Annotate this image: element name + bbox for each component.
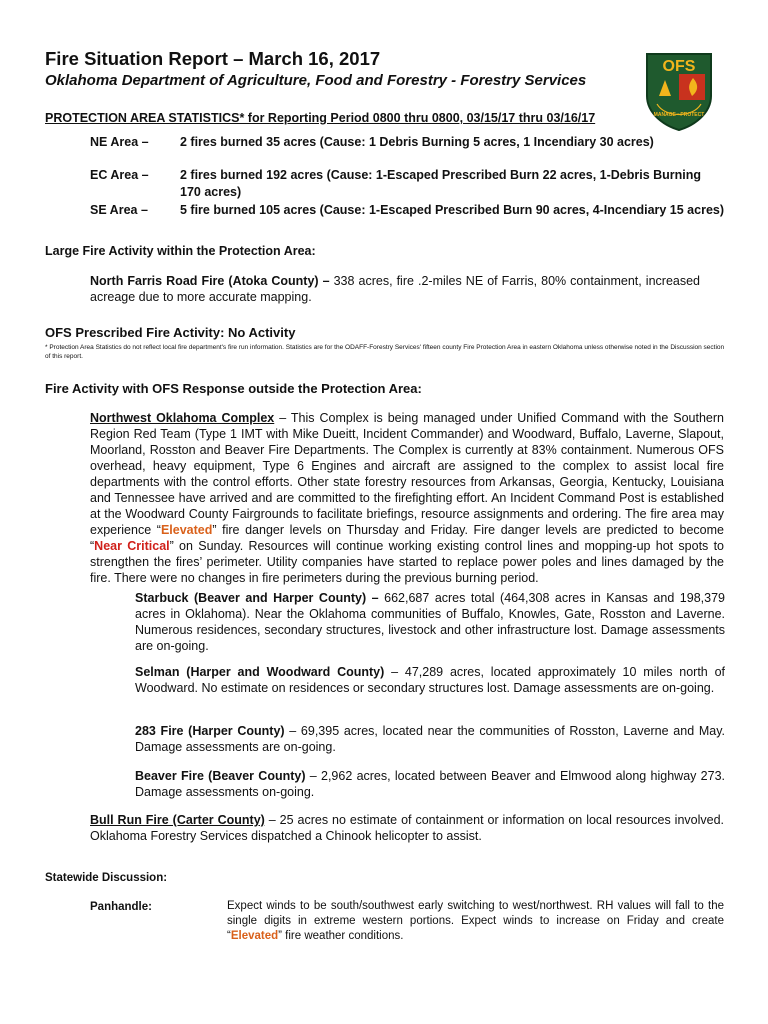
area-text: 5 fire burned 105 acres (Cause: 1-Escaped Prescribed Burn 90 acres, 4-Incendiary 15 acres) [180,203,725,217]
complex-text-3: ” on Sunday. Resources will continue working existing control lines and mopping-up hot spots to strengthen the fires’ perimeter. Utility companies have started to replace power poles and lines damaged by the fire. There were no changes in fire perimeters during the previous burning period. [90,539,724,585]
protection-stats-heading: PROTECTION AREA STATISTICS* for Reporting Period 0800 thru 0800, 03/15/17 thru 03/16/17 [45,111,596,125]
fire-name: Beaver Fire (Beaver County) [135,769,306,783]
complex-text-2: ” fire danger levels on Thursday and Friday. Fire danger levels are predicted to become “ [90,523,725,553]
fire-entry-283 [135,723,725,755]
area-text: 2 fires burned 192 acres (Cause: 1-Escaped Prescribed Burn 22 acres, 1-Debris Burning 170 acres) [180,168,702,199]
bull-run-name: Bull Run Fire (Carter County) [90,813,265,827]
fire-text: – 69,395 acres, located near the communities of Rosston, Laverne and May. Damage assessments are on-going. [135,724,726,754]
statewide-heading: Statewide Discussion: [45,872,168,884]
panhandle-text-2: ” fire weather conditions. [278,930,404,942]
fire-name: Starbuck (Beaver and Harper County) – [135,591,379,605]
area-name: EC Area – [90,168,149,182]
fire-name: Selman (Harper and Woodward County) [135,665,385,679]
panhandle-label: Panhandle: [90,901,152,913]
fire-entry-starbuck [135,590,725,654]
elevated-label: Elevated [160,523,213,537]
large-fire-entry [90,273,700,305]
prescribed-fire-heading: OFS Prescribed Fire Activity: No Activity [45,325,296,340]
fire-text: 338 acres, fire .2-miles NE of Farris, 80% containment, increased acreage due to more accurate mapping. [90,274,700,304]
bull-run-entry [90,812,724,844]
complex-paragraph [90,410,724,586]
area-name: NE Area – [90,135,149,149]
report-subtitle: Oklahoma Department of Agriculture, Food and Forestry - Forestry Services [45,72,587,89]
fire-name: 283 Fire (Harper County) [135,724,285,738]
complex-name: Northwest Oklahoma Complex [90,411,275,425]
area-text: 2 fires burned 35 acres (Cause: 1 Debris Burning 5 acres, 1 Incendiary 30 acres) [180,135,654,149]
fire-text: – 2,962 acres, located between Beaver and Elmwood along highway 273. Damage assessments on-going. [135,769,725,799]
fire-name: North Farris Road Fire (Atoka County) – [90,274,330,288]
outside-fire-heading: Fire Activity with OFS Response outside the Protection Area: [45,381,422,396]
fire-text: 662,687 acres total (464,308 acres in Kansas and 198,379 acres in Oklahoma). Near the Oklahoma communities of Buffalo, Knowles, Gate, Rosston and Laverne. Numerous residences, secondary structures, livestock and other infrastructure lost. Damage assessments are on-going. [135,591,725,653]
panhandle-elevated-label: Elevated [230,930,279,942]
complex-text-1: – This Complex is being managed under Unified Command with the Southern Region Red Team (Type 1 IMT with Mike Dueitt, Incident Commander) and Woodward, Buffalo, Laverne, Slapout, Moorland, Rosston and Beaver Fire Departments. The Complex is currently at 83% containment. Numerous OFS overhead, heavy equipment, Type 6 Engines and aircraft are assigned to the complex to assist local fire departments with the control efforts. Other state forestry resources from Arkansas, Georgia, Kentucky, Louisiana and Tennessee have arrived and are committed to the firefighting effort. An Incident Command Post is established at the Woodward County Fairgrounds to facilitate briefings, resource assignments and ordering. The fire area may experience “ [90,411,725,537]
report-title: Fire Situation Report – March 16, 2017 [45,48,381,69]
logo-ring-text: MANAGE • PROTECT [653,112,705,118]
fire-text: – 47,289 acres, located approximately 10 miles north of Woodward. No estimate on residences or secondary structures lost. Damage assessments are on-going. [135,665,726,695]
area-name: SE Area – [90,203,148,217]
ofs-logo [643,50,715,132]
fire-entry-beaver [135,768,725,800]
near-critical-label: Near Critical [94,539,170,553]
panhandle-text-1: Expect winds to be south/southwest early switching to west/northwest. RH values will fall to the single digits in extreme western portions. Expect winds to increase on Friday and create “ [227,900,724,942]
logo-text: OFS [662,58,696,75]
bull-run-text: – 25 acres no estimate of containment or information on local resources involved. Oklahoma Forestry Services dispatched a Chinook helicopter to assist. [90,813,725,843]
stats-footnote: * Protection Area Statistics do not reflect local fire department's fire run information. Statistics are for the ODAFF-Forestry Services' fifteen county Fire Protection Area in eastern Oklahoma unless otherwise noted in the Discussion section of this report. [45,344,725,360]
panhandle-text [227,899,724,944]
fire-entry-selman [135,664,725,696]
large-fire-heading: Large Fire Activity within the Protection Area: [45,244,316,258]
